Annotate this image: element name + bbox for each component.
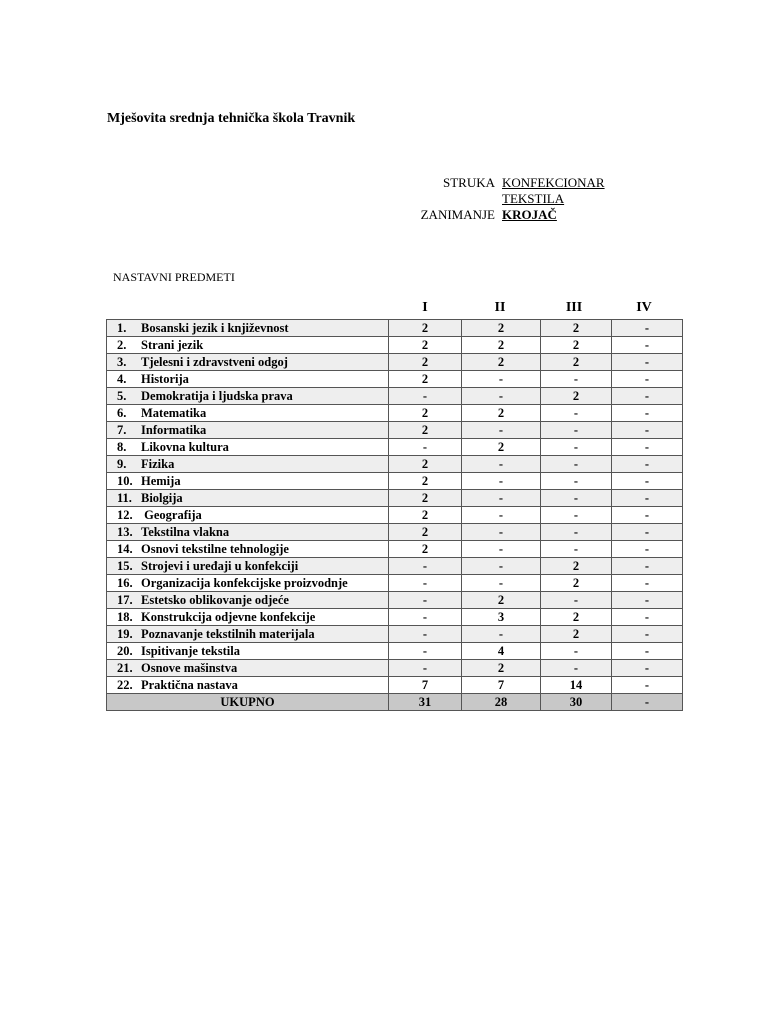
column-header-4: IV bbox=[636, 300, 652, 315]
hours-cell: 2 bbox=[389, 337, 462, 354]
subject-number: 10. bbox=[117, 474, 133, 488]
hours-cell: - bbox=[612, 388, 683, 405]
subject-number: 1. bbox=[117, 321, 127, 335]
hours-cell: 2 bbox=[389, 422, 462, 439]
subject-number: 7. bbox=[117, 423, 127, 437]
subject-cell bbox=[107, 320, 389, 337]
hours-cell: 2 bbox=[389, 354, 462, 371]
school-title: Mješovita srednja tehnička škola Travnik bbox=[107, 111, 356, 126]
hours-cell: - bbox=[462, 558, 541, 575]
subject-name: Hemija bbox=[141, 474, 181, 488]
table-row bbox=[107, 575, 683, 592]
subject-number: 3. bbox=[117, 355, 127, 369]
subject-number: 4. bbox=[117, 372, 127, 386]
subject-name: Estetsko oblikovanje odjeće bbox=[141, 593, 289, 607]
hours-cell: - bbox=[541, 541, 612, 558]
subject-number: 22. bbox=[117, 678, 133, 692]
hours-cell: - bbox=[612, 490, 683, 507]
hours-cell: 2 bbox=[389, 473, 462, 490]
table-row bbox=[107, 592, 683, 609]
subject-name: Biolgija bbox=[141, 491, 183, 505]
subject-cell bbox=[107, 609, 389, 626]
hours-cell: 7 bbox=[462, 677, 541, 694]
hours-cell: 2 bbox=[389, 524, 462, 541]
table-row bbox=[107, 660, 683, 677]
subject-number: 13. bbox=[117, 525, 133, 539]
hours-cell: 2 bbox=[541, 609, 612, 626]
subject-cell bbox=[107, 541, 389, 558]
hours-cell: - bbox=[612, 371, 683, 388]
struka-value-line1: KONFEKCIONAR bbox=[502, 175, 605, 190]
column-header-1: I bbox=[422, 300, 428, 315]
hours-cell: - bbox=[612, 660, 683, 677]
subject-name: Organizacija konfekcijske proizvodnje bbox=[141, 576, 348, 590]
hours-cell: 2 bbox=[389, 541, 462, 558]
hours-cell: - bbox=[462, 541, 541, 558]
hours-cell: - bbox=[612, 456, 683, 473]
hours-cell: 2 bbox=[462, 439, 541, 456]
subject-cell bbox=[107, 507, 389, 524]
total-row bbox=[107, 694, 683, 711]
hours-cell: 2 bbox=[462, 660, 541, 677]
subject-cell bbox=[107, 473, 389, 490]
hours-cell: - bbox=[389, 388, 462, 405]
hours-cell: 2 bbox=[389, 320, 462, 337]
subject-name: Fizika bbox=[141, 457, 175, 471]
hours-cell: 2 bbox=[389, 507, 462, 524]
hours-cell: - bbox=[612, 439, 683, 456]
hours-cell: - bbox=[462, 524, 541, 541]
hours-cell: - bbox=[612, 609, 683, 626]
subject-number: 14. bbox=[117, 542, 133, 556]
hours-cell: 3 bbox=[462, 609, 541, 626]
subject-number: 9. bbox=[117, 457, 127, 471]
hours-cell: 2 bbox=[541, 626, 612, 643]
hours-cell: - bbox=[462, 456, 541, 473]
hours-cell: - bbox=[462, 371, 541, 388]
subject-number: 17. bbox=[117, 593, 133, 607]
hours-cell: - bbox=[541, 371, 612, 388]
hours-cell: - bbox=[541, 490, 612, 507]
hours-cell: 2 bbox=[541, 575, 612, 592]
subject-cell bbox=[107, 575, 389, 592]
table-row bbox=[107, 643, 683, 660]
hours-cell: - bbox=[541, 524, 612, 541]
hours-cell: 2 bbox=[462, 320, 541, 337]
hours-cell: 14 bbox=[541, 677, 612, 694]
table-row bbox=[107, 456, 683, 473]
hours-cell: - bbox=[612, 320, 683, 337]
hours-cell: - bbox=[612, 422, 683, 439]
hours-cell: 2 bbox=[389, 405, 462, 422]
hours-cell: - bbox=[389, 609, 462, 626]
hours-cell: - bbox=[389, 439, 462, 456]
subject-name: Strojevi i uređaji u konfekciji bbox=[141, 559, 299, 573]
table-row bbox=[107, 558, 683, 575]
subject-number: 21. bbox=[117, 661, 133, 675]
table-row bbox=[107, 626, 683, 643]
subject-name: Konstrukcija odjevne konfekcije bbox=[141, 610, 316, 624]
subject-number: 16. bbox=[117, 576, 133, 590]
subject-cell bbox=[107, 405, 389, 422]
hours-cell: - bbox=[462, 507, 541, 524]
subject-cell bbox=[107, 643, 389, 660]
table-row bbox=[107, 388, 683, 405]
hours-cell: 2 bbox=[389, 456, 462, 473]
subject-number: 12. bbox=[117, 508, 133, 522]
total-cell: 30 bbox=[541, 694, 612, 711]
subject-name: Praktična nastava bbox=[141, 678, 238, 692]
hours-cell: - bbox=[612, 643, 683, 660]
column-header-2: II bbox=[494, 300, 506, 315]
struka-label: STRUKA bbox=[442, 175, 495, 190]
hours-cell: - bbox=[612, 626, 683, 643]
hours-cell: - bbox=[612, 575, 683, 592]
hours-cell: - bbox=[389, 626, 462, 643]
subject-number: 11. bbox=[117, 491, 132, 505]
table-row bbox=[107, 677, 683, 694]
hours-cell: 2 bbox=[541, 354, 612, 371]
table-row bbox=[107, 439, 683, 456]
hours-cell: - bbox=[541, 643, 612, 660]
subject-name: Ispitivanje tekstila bbox=[141, 644, 240, 658]
hours-cell: - bbox=[541, 473, 612, 490]
table-row bbox=[107, 371, 683, 388]
table-row bbox=[107, 354, 683, 371]
hours-cell: 2 bbox=[389, 371, 462, 388]
table-row bbox=[107, 609, 683, 626]
subject-cell bbox=[107, 660, 389, 677]
subject-number: 19. bbox=[117, 627, 133, 641]
hours-cell: - bbox=[612, 592, 683, 609]
zanimanje-label: ZANIMANJE bbox=[420, 207, 495, 222]
hours-cell: - bbox=[389, 592, 462, 609]
hours-cell: - bbox=[462, 575, 541, 592]
hours-cell: 2 bbox=[541, 388, 612, 405]
subject-number: 2. bbox=[117, 338, 127, 352]
subject-cell bbox=[107, 388, 389, 405]
subject-cell bbox=[107, 677, 389, 694]
struka-value-line2: TEKSTILA bbox=[502, 191, 565, 206]
table-row bbox=[107, 524, 683, 541]
hours-cell: 2 bbox=[462, 405, 541, 422]
subject-name: Historija bbox=[141, 372, 189, 386]
hours-cell: - bbox=[541, 456, 612, 473]
hours-cell: - bbox=[389, 575, 462, 592]
subject-number: 6. bbox=[117, 406, 127, 420]
subjects-label: NASTAVNI PREDMETI bbox=[113, 270, 235, 284]
subject-number: 15. bbox=[117, 559, 133, 573]
subject-number: 18. bbox=[117, 610, 133, 624]
hours-cell: - bbox=[389, 558, 462, 575]
table-row bbox=[107, 320, 683, 337]
table-row bbox=[107, 405, 683, 422]
subject-cell bbox=[107, 439, 389, 456]
hours-cell: - bbox=[541, 439, 612, 456]
subject-cell bbox=[107, 337, 389, 354]
subject-cell bbox=[107, 422, 389, 439]
subject-name: Tjelesni i zdravstveni odgoj bbox=[141, 355, 288, 369]
hours-cell: - bbox=[462, 388, 541, 405]
hours-cell: - bbox=[612, 677, 683, 694]
hours-cell: - bbox=[541, 592, 612, 609]
hours-cell: - bbox=[612, 337, 683, 354]
hours-cell: - bbox=[389, 660, 462, 677]
hours-cell: 7 bbox=[389, 677, 462, 694]
subject-name: Bosanski jezik i književnost bbox=[141, 321, 289, 335]
subject-name: Osnove mašinstva bbox=[141, 661, 238, 675]
subjects-table bbox=[106, 319, 683, 711]
column-header-3: III bbox=[565, 300, 583, 315]
subject-name: Likovna kultura bbox=[141, 440, 229, 454]
table-row bbox=[107, 337, 683, 354]
hours-cell: - bbox=[612, 507, 683, 524]
total-cell: 31 bbox=[389, 694, 462, 711]
total-cell: - bbox=[612, 694, 683, 711]
hours-cell: - bbox=[612, 558, 683, 575]
subject-cell bbox=[107, 354, 389, 371]
subject-number: 20. bbox=[117, 644, 133, 658]
subject-cell bbox=[107, 558, 389, 575]
subject-name: Matematika bbox=[141, 406, 207, 420]
hours-cell: - bbox=[462, 626, 541, 643]
hours-cell: 2 bbox=[462, 592, 541, 609]
subject-number: 5. bbox=[117, 389, 127, 403]
table-row bbox=[107, 422, 683, 439]
hours-cell: 2 bbox=[389, 490, 462, 507]
zanimanje-value: KROJAČ bbox=[502, 207, 557, 222]
hours-cell: 2 bbox=[541, 337, 612, 354]
hours-cell: - bbox=[462, 490, 541, 507]
subject-cell bbox=[107, 371, 389, 388]
subject-name: Informatika bbox=[141, 423, 207, 437]
table-row bbox=[107, 490, 683, 507]
subject-cell bbox=[107, 524, 389, 541]
hours-cell: - bbox=[462, 422, 541, 439]
hours-cell: - bbox=[612, 354, 683, 371]
subject-name: Geografija bbox=[141, 508, 202, 522]
hours-cell: - bbox=[541, 422, 612, 439]
hours-cell: - bbox=[612, 524, 683, 541]
subject-name: Osnovi tekstilne tehnologije bbox=[141, 542, 289, 556]
subject-cell bbox=[107, 456, 389, 473]
hours-cell: - bbox=[462, 473, 541, 490]
hours-cell: - bbox=[612, 541, 683, 558]
subject-cell bbox=[107, 626, 389, 643]
hours-cell: 4 bbox=[462, 643, 541, 660]
subject-name: Strani jezik bbox=[141, 338, 204, 352]
subject-cell bbox=[107, 490, 389, 507]
total-cell: 28 bbox=[462, 694, 541, 711]
hours-cell: - bbox=[389, 643, 462, 660]
hours-cell: 2 bbox=[462, 354, 541, 371]
hours-cell: - bbox=[541, 660, 612, 677]
subject-number: 8. bbox=[117, 440, 127, 454]
total-label: UKUPNO bbox=[107, 694, 389, 711]
subject-name: Demokratija i ljudska prava bbox=[141, 389, 293, 403]
hours-cell: 2 bbox=[541, 320, 612, 337]
hours-cell: - bbox=[612, 473, 683, 490]
hours-cell: - bbox=[612, 405, 683, 422]
hours-cell: - bbox=[541, 405, 612, 422]
table-row bbox=[107, 507, 683, 524]
hours-cell: 2 bbox=[541, 558, 612, 575]
subject-name: Poznavanje tekstilnih materijala bbox=[141, 627, 315, 641]
subject-cell bbox=[107, 592, 389, 609]
subject-name: Tekstilna vlakna bbox=[141, 525, 230, 539]
hours-cell: 2 bbox=[462, 337, 541, 354]
hours-cell: - bbox=[541, 507, 612, 524]
table-row bbox=[107, 541, 683, 558]
table-row bbox=[107, 473, 683, 490]
